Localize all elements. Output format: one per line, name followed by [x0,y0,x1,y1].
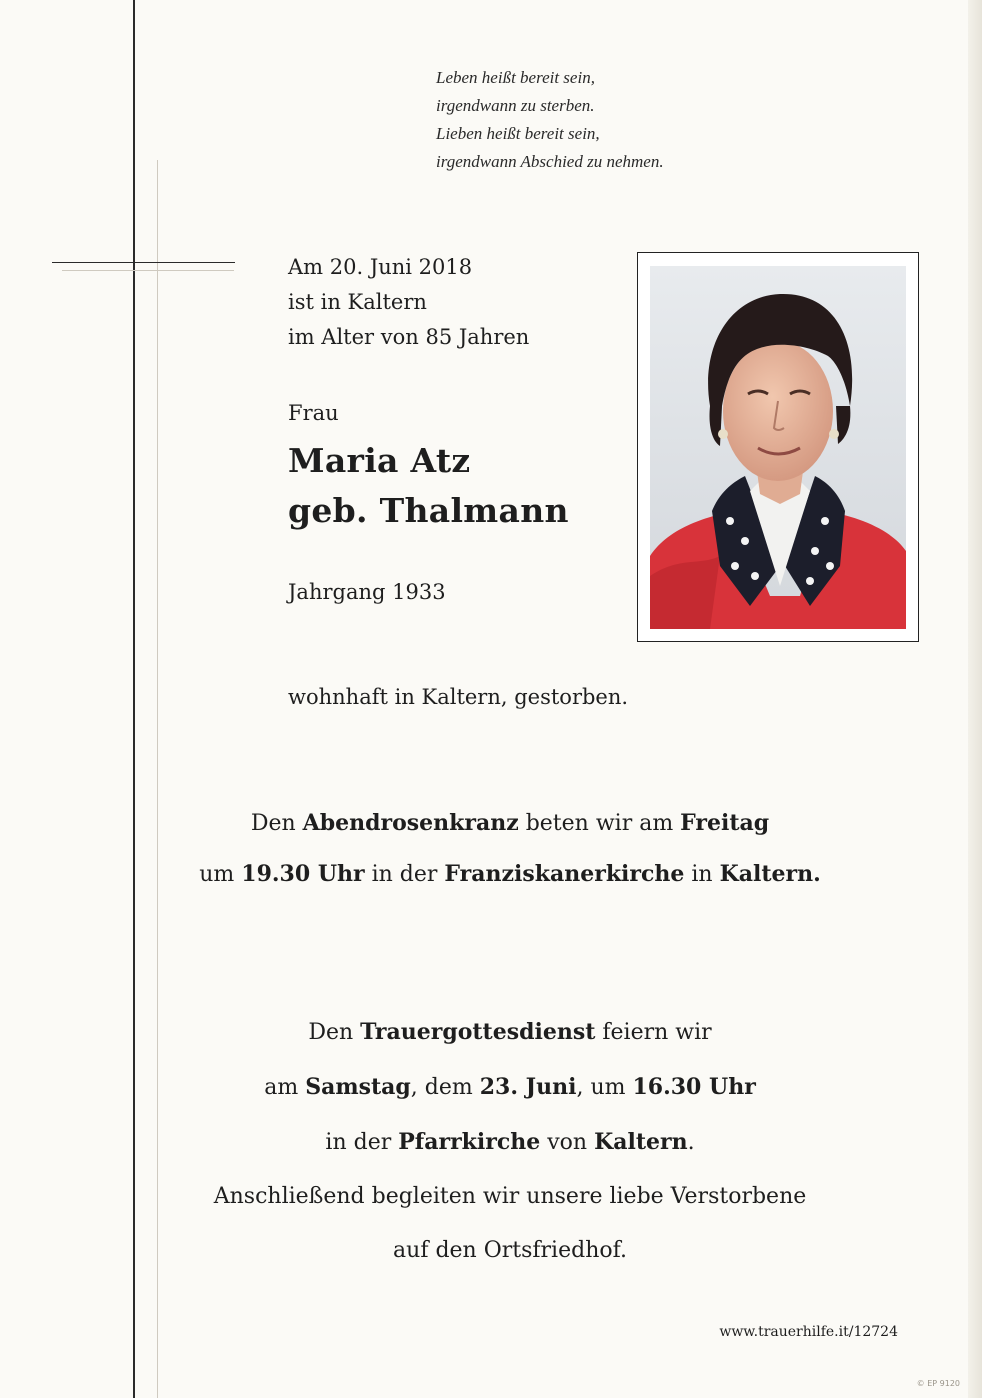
cross-horizontal-shadow-line [62,270,234,271]
death-announcement [288,250,618,355]
poem-line: irgendwann zu sterben. [436,96,595,115]
text-span: um [199,862,242,887]
poem-line: Leben heißt bereit sein, [436,68,595,87]
mass-time: 16.30 Uhr [632,1074,756,1100]
mass-line-1 [160,1005,860,1060]
poem [436,64,796,176]
birth-year: Jahrgang 1933 [288,580,446,604]
text-span: Den [250,811,303,836]
print-code: © EP 9120 [916,1379,960,1388]
text-span: in der [325,1130,399,1155]
deceased-name [288,436,569,536]
rosary-day: Freitag [680,810,770,836]
text-span: . [687,1130,695,1155]
rosary-time: 19.30 Uhr [241,861,365,887]
portrait-photo [650,266,906,629]
text-span: beten wir am [518,811,681,836]
mass-line-5: auf den Ortsfriedhof. [393,1238,627,1263]
rosary-label: Abendrosenkranz [302,810,519,836]
full-name: Maria Atz [288,441,471,480]
poem-line: Lieben heißt bereit sein, [436,124,600,143]
mass-line-4: Anschließend begleiten wir unsere liebe Verstorbene [213,1184,807,1209]
mass-line-3 [160,1115,860,1170]
text-span: in der [364,862,445,887]
paper-edge [968,0,982,1398]
text-span: , dem [410,1075,480,1100]
age-line: im Alter von 85 Jahren [288,325,530,349]
cross-horizontal-line [52,262,235,263]
text-span: feiern wir [595,1020,712,1045]
rosary-church: Franziskanerkirche [444,861,685,887]
cross-vertical-line [133,0,135,1398]
birth-name: geb. Thalmann [288,491,569,530]
website-link[interactable]: www.trauerhilfe.it/12724 [719,1324,898,1340]
text-span: am [264,1075,306,1100]
mass-label: Trauergottesdienst [360,1019,596,1045]
rosary-town: Kaltern. [719,861,821,887]
cross-vertical-shadow-line [157,160,158,1398]
funeral-mass-announcement [160,1005,860,1278]
rosary-line-2 [160,849,860,900]
residence-line: wohnhaft in Kaltern, gestorben. [288,685,629,709]
salutation: Frau [288,401,339,425]
text-span: von [540,1130,595,1155]
mass-day: Samstag [305,1074,411,1100]
mass-line-2 [160,1060,860,1115]
text-span: in [684,862,720,887]
mass-church: Pfarrkirche [398,1129,541,1155]
death-date-line: Am 20. Juni 2018 [288,255,473,279]
rosary-announcement [160,798,860,900]
poem-line: irgendwann Abschied zu nehmen. [436,152,664,171]
mass-town: Kaltern [594,1129,688,1155]
rosary-line-1 [160,798,860,849]
portrait-frame [637,252,919,642]
mass-date: 23. Juni [479,1074,577,1100]
death-place-line: ist in Kaltern [288,290,427,314]
text-span: , um [576,1075,633,1100]
text-span: Den [308,1020,361,1045]
